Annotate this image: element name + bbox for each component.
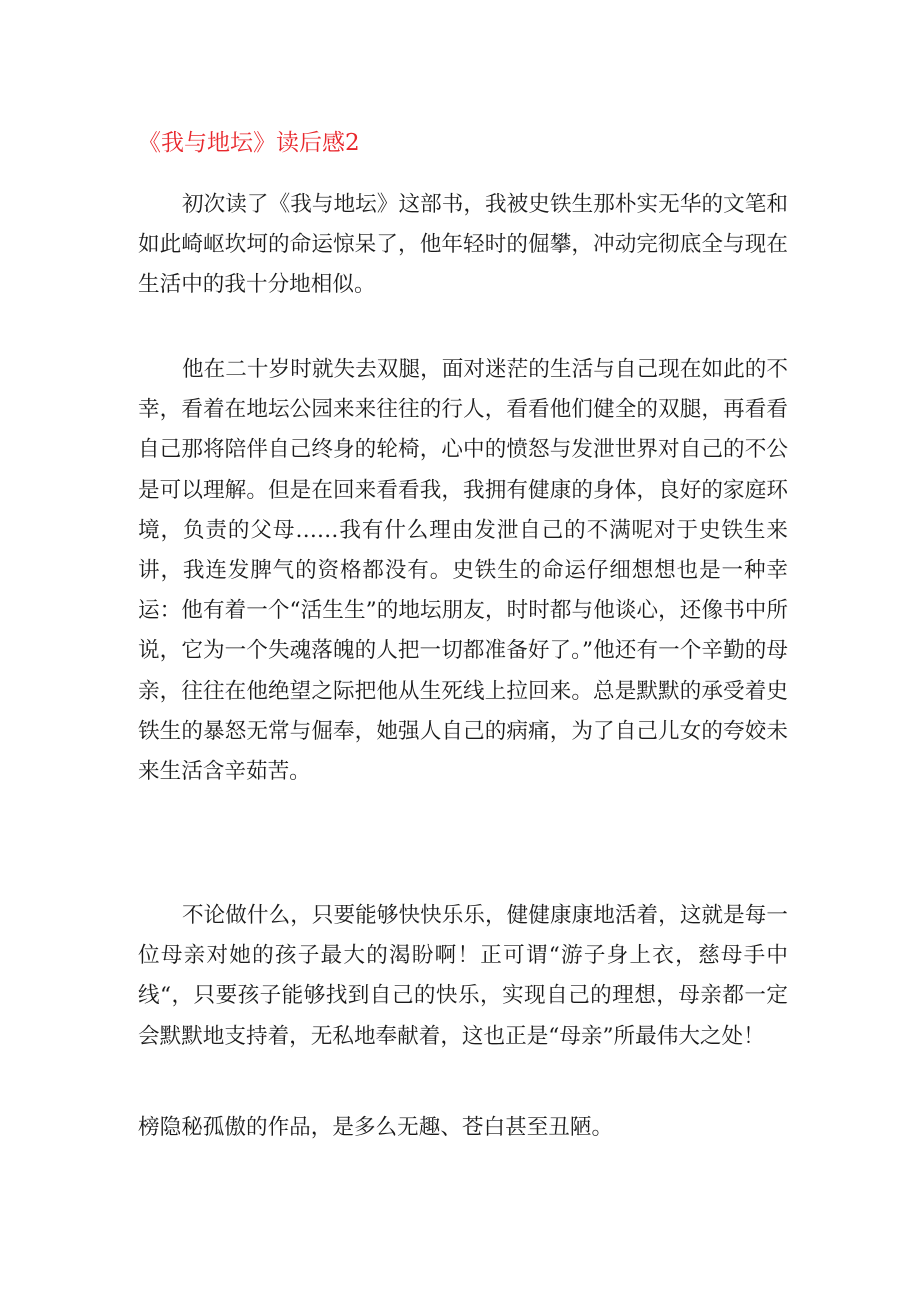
- paragraph-2: 他在二十岁时就失去双腿，面对迷茫的生活与自己现在如此的不幸，看着在地坛公园来来往往的行人，看看他们健全的双腿，再看看自己那将陪伴自己终身的轮椅，心中的愤怒与发泄世界对自己的不公是可以理解。但是在回来看看我，我拥有健康的身体，良好的家庭环境，负责的父母……我有什么理由发泄自己的不满呢对于史铁生来讲，我连发脾气的资格都没有。史铁生的命运仔细想想也是一种幸运：他有着一个“活生生”的地坛朋友，时时都与他谈心，还像书中所说，它为一个失魂落魄的人把一切都准备好了。”他还有一个辛勤的母亲，往往在他绝望之际把他从生死线上拉回来。总是默默的承受着史铁生的暴怒无常与倔奉，她强人自己的病痛，为了自己儿女的夸姣未来生活含辛茹苦。: [138, 357, 788, 785]
- paragraph-1: 初次读了《我与地坛》这部书，我被史铁生那朴实无华的文笔和如此崎岖坎坷的命运惊呆了，他年轻时的倔攀，冲动完彻底全与现在生活中的我十分地相似。: [138, 192, 788, 298]
- document-title: 《我与地坛》读后感2: [138, 130, 360, 156]
- paragraph-3: 不论做什么，只要能够快快乐乐，健健康康地活着，这就是每一位母亲对她的孩子最大的渴盼啊！正可谓“游子身上衣，慈母手中线“，只要孩子能够找到自己的快乐，实现自己的理想，母亲都一定会默默地支持着，无私地奉献着，这也正是“母亲”所最伟大之处！: [138, 903, 788, 1049]
- paragraph-4: 榜隐秘孤傲的作品，是多么无趣、苍白甚至丑陋。: [138, 1115, 614, 1140]
